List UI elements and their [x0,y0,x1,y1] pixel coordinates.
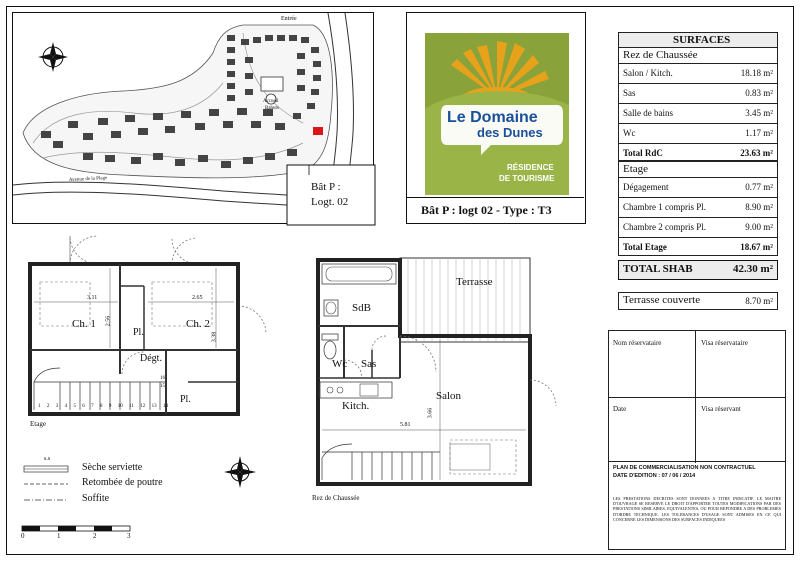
surfaces-title: SURFACES [673,34,731,46]
surfaces-etage-heading: Etage [623,163,649,175]
surface-row-sdb [618,104,778,124]
site-accueil-label: Accueil [263,99,279,104]
surface-value: 0.83 m² [745,88,773,98]
stair-step: 8 [100,404,103,409]
surface-row-wc [618,124,778,144]
surface-label: Total Etage [623,242,667,252]
surface-row-degagement [618,178,778,198]
scale-0: 0 [21,532,25,540]
surface-value: 23.63 m² [740,148,773,158]
rdc-room-sas: Sas [361,358,377,370]
surface-value: 8.70 m² [745,296,773,306]
site-plan-panel [12,12,374,224]
compass-icon [220,452,260,492]
etage-caption: Etage [30,420,46,428]
surface-label: TOTAL SHAB [623,263,693,275]
surface-value: 0.77 m² [745,182,773,192]
etage-dim-d: 3.38 [211,331,218,343]
stair-step: 12 [140,404,146,409]
etage-room-pl2: Pl. [180,394,191,405]
rdc-floor-plan [300,240,560,500]
surface-value: 42.30 m² [733,263,773,275]
rdc-room-wc: Wc [332,358,348,370]
site-bahuts-label: Bahuts [265,106,279,111]
stair-step: 10 [117,404,123,409]
surface-label: Sas [623,88,636,98]
stair-step: 11 [129,404,134,409]
rdc-dim-b: 3.66 [427,407,434,419]
stair-step: 2 [46,404,50,409]
surface-row-sas [618,84,778,104]
stair-step: 1 [38,404,41,409]
surface-row-shab [618,260,778,280]
rdc-room-kitch: Kitch. [342,400,370,412]
reservation-visa1-label: Visa réservataire [701,339,748,347]
reservation-nom-label: Nom réservataire [613,339,662,347]
surfaces-etage-heading-cell [618,160,778,178]
logo-sub2: DE TOURISME [499,174,555,183]
reservation-date-label: Date [613,405,627,413]
stair-step: 14 [163,404,168,409]
surface-row-salon [618,64,778,84]
rdc-room-terrasse: Terrasse [456,276,493,288]
rdc-dim-a: 5.81 [400,422,411,428]
etage-dim-b: 2.65 [192,295,203,301]
surface-label: Salle de bains [623,108,673,118]
stair-step: 6 [82,404,85,409]
logo-line1: Le Domaine [447,109,538,126]
surface-label: Salon / Kitch. [623,68,673,78]
footer-line1: PLAN DE COMMERCIALISATION NON CONTRACTUEL [613,465,756,471]
surface-label: Terrasse couverte [623,294,701,306]
etage-stair-numbers [38,404,168,409]
site-logt-label: Logt. 02 [311,196,349,208]
logo-sub1: RÉSIDENCE [507,163,554,172]
etage-dim-c: 2.56 [105,315,112,327]
scale-3: 3 [127,532,131,540]
stair-step: 4 [64,404,68,409]
reservation-block [608,330,786,462]
surface-row-total-etage [618,238,778,256]
surface-row-chambre2 [618,218,778,238]
surface-value: 1.17 m² [745,128,773,138]
surface-value: 18.18 m² [740,68,773,78]
surfaces-title-cell [618,32,778,48]
unit-title: Bât P : logt 02 - Type : T3 [421,203,552,217]
logo-panel [406,12,586,224]
etage-stair-15: 15 [160,384,165,389]
site-plan-drawing [13,13,375,225]
rdc-room-salon: Salon [436,390,462,402]
etage-room-ch2: Ch. 2 [186,318,210,330]
surface-value: 8.90 m² [745,202,773,212]
site-road-label: Avenue de la Plage [68,175,108,184]
compass-icon [38,42,68,72]
stair-step: 5 [73,404,76,409]
legend-ss-label: s.s [44,456,51,462]
scale-bar [20,524,140,540]
surface-label: Wc [623,128,636,138]
footer-disclaimer: LES PRESTATIONS DECRITES SONT DONNEES A TITRE INDICATIF. LE MAITRE D'OUVRAGE SE RESERVE LE DROIT D'APPORTER TOUTES MODIFICATIONS PAR DES PRESTATIONS SIMILAIRES, EQUIVALENTES, OU POUR REPONDRE A DES PROBLEMES D'ORDRE TECHNIQUE. LES TOLERANCES D'USAGE SONT ADMISES EN CE QUI CONCERNE LES DIMENSIONS DES SURFACES INDIQUEES [613,496,781,522]
scale-1: 1 [57,532,61,540]
logo-line2: des Dunes [477,125,543,140]
surface-row-terrasse [618,292,778,310]
footer-line2: DATE D'EDITION : 07 / 06 / 2014 [613,473,696,479]
etage-stair-16: 16 [160,376,165,381]
etage-room-degt: Dégt. [140,353,162,364]
scale-2: 2 [93,532,97,540]
stair-step: 3 [55,404,59,409]
surfaces-rdc-heading-cell [618,48,778,64]
legend-symbols [20,464,80,524]
etage-room-ch1: Ch. 1 [72,318,96,330]
stair-step: 7 [91,404,94,409]
footer-block [608,462,786,550]
site-entree-label: Entrée [281,16,297,22]
etage-room-pl1: Pl. [133,327,144,338]
surface-label: Total RdC [623,148,663,158]
etage-dim-a: 3.11 [87,295,98,301]
site-bat-label: Bât P : [311,181,341,193]
surface-row-chambre1 [618,198,778,218]
rdc-caption: Rez de Chaussée [312,494,360,502]
surface-label: Chambre 2 compris Pl. [623,222,706,232]
unit-location-marker [313,127,323,135]
surface-label: Dégagement [623,182,669,192]
stair-step: 9 [108,404,112,409]
surface-value: 3.45 m² [745,108,773,118]
reservation-visa2-label: Visa réservant [701,405,741,413]
legend-item-seche: Sèche serviette [82,462,143,473]
legend-item-retombee: Retombée de poutre [82,477,163,488]
rdc-room-sdb: SdB [352,302,371,314]
legend-item-soffite: Soffite [82,493,110,504]
surface-value: 18.67 m² [740,242,773,252]
surface-label: Chambre 1 compris Pl. [623,202,706,212]
surfaces-rdc-heading: Rez de Chaussée [623,49,698,61]
surface-value: 9.00 m² [745,222,773,232]
stair-step: 13 [151,404,157,409]
